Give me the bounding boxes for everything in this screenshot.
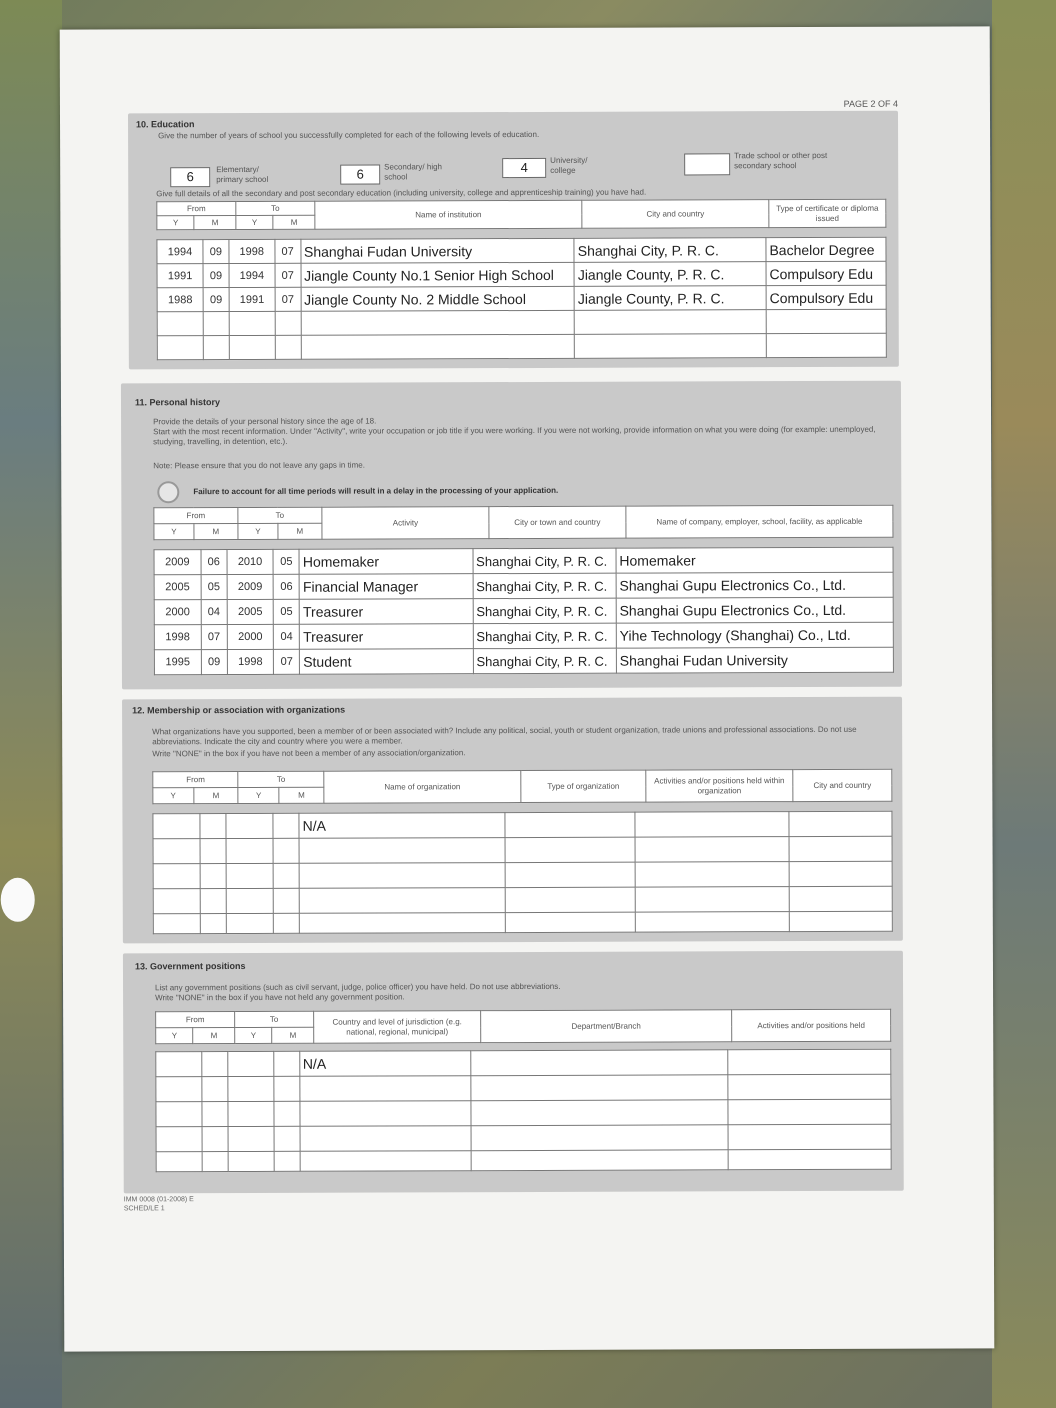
- section-intro: Write "NONE" in the box if you have not held any government position.: [155, 992, 405, 1003]
- section-intro: Provide the details of your personal history since the age of 18.: [153, 416, 377, 427]
- col-y: Y: [238, 523, 278, 539]
- level-label-trade: Trade school or other post secondary school: [734, 150, 828, 171]
- table-row: [156, 1124, 891, 1152]
- to-year: 2000: [227, 624, 274, 649]
- table-row: [157, 285, 886, 312]
- col-m: M: [194, 216, 236, 230]
- years-university: 4: [502, 158, 546, 178]
- company: Yihe Technology (Shanghai) Co., Ltd.: [616, 622, 893, 648]
- education-section: [128, 111, 899, 370]
- from-year: 2009: [154, 550, 201, 575]
- table-row: [157, 261, 886, 288]
- section-intro: Start with the most recent information. Under "Activity", write your occupation or job title if you were working. If you were not working, provide information on what you were doing (for example: unemployed, studying, travelling, in detention, etc.).: [153, 424, 876, 447]
- city: Shanghai City, P. R. C.: [473, 598, 616, 623]
- table-row: [156, 1149, 891, 1172]
- col-city: City and country: [793, 769, 892, 801]
- col-m: M: [193, 1028, 235, 1044]
- table-row: [157, 237, 886, 264]
- table-row: [157, 309, 886, 336]
- section-title: 11. Personal history: [134, 397, 221, 408]
- col-activities: Activities and/or positions held within organization: [646, 770, 793, 803]
- from-month: 05: [201, 575, 227, 600]
- col-y: Y: [238, 787, 279, 803]
- activity: Homemaker: [299, 549, 472, 575]
- col-activity: Activity: [322, 507, 489, 540]
- col-to: To: [238, 771, 324, 787]
- table-row: [154, 647, 893, 675]
- section-intro: Give the number of years of school you successfully completed for each of the following levels of education.: [158, 129, 540, 141]
- section-title: 13. Government positions: [134, 960, 246, 972]
- col-org-name: Name of organization: [324, 771, 521, 804]
- table-row: [153, 861, 892, 889]
- col-institution: Name of institution: [315, 200, 582, 229]
- country-jurisdiction: N/A: [299, 1051, 470, 1077]
- form-code: [124, 1195, 194, 1213]
- city: Shanghai City, P. R. C.: [473, 648, 616, 673]
- level-label-university: University/ college: [550, 155, 588, 175]
- from-month: 06: [201, 550, 227, 575]
- page-label: PAGE 2 OF 4: [843, 98, 898, 109]
- col-from: From: [156, 1012, 235, 1028]
- institution-city: Jiangle County, P. R. C.: [574, 286, 766, 311]
- level-label-elementary: Elementary/ primary school: [216, 164, 269, 185]
- activity: Student: [300, 649, 473, 675]
- col-to: To: [238, 507, 322, 523]
- col-from: From: [154, 508, 238, 524]
- institution-city: Jiangle County, P. R. C.: [574, 262, 766, 287]
- col-company: Name of company, employer, school, facility, as applicable: [626, 505, 893, 538]
- from-month: 04: [201, 600, 227, 625]
- to-month: 04: [274, 624, 300, 649]
- government-table: [155, 1049, 891, 1173]
- from-year: 1994: [157, 240, 203, 264]
- years-elementary: 6: [170, 167, 210, 187]
- col-m: M: [279, 787, 324, 803]
- from-month: 09: [203, 240, 229, 264]
- section-title: 12. Membership or association with organizations: [132, 704, 346, 716]
- level-label-secondary: Secondary/ high school: [384, 162, 443, 182]
- section-intro: What organizations have you supported, been a member of or been associated with? Include any political, social, youth or student organization, trade unions and professional associations. Do not use abbreviations. Indicate the city and country where you were a member.: [152, 724, 857, 747]
- from-year: 1998: [154, 625, 201, 650]
- city: Shanghai City, P. R. C.: [473, 548, 616, 573]
- col-from: From: [157, 202, 236, 216]
- company: Homemaker: [616, 547, 893, 573]
- details-intro: Give full details of all the secondary and post secondary education (including university, college and apprenticeship training) you have had.: [156, 187, 647, 199]
- to-month: 05: [274, 599, 300, 624]
- from-month: 09: [201, 650, 227, 675]
- to-year: 2010: [227, 549, 274, 574]
- table-row: [156, 1074, 891, 1102]
- government-header: [155, 1009, 891, 1045]
- col-m: M: [193, 788, 238, 804]
- col-city: City or town and country: [489, 506, 626, 538]
- table-row: [154, 597, 893, 625]
- to-month: 05: [273, 549, 299, 574]
- table-row: [153, 811, 892, 839]
- table-row: [153, 836, 892, 864]
- to-year: 2009: [227, 574, 274, 599]
- from-year: 1995: [154, 650, 201, 675]
- certificate-type: Compulsory Edu: [766, 261, 886, 285]
- history-header: [153, 505, 893, 541]
- table-row: [156, 1099, 891, 1127]
- punch-hole: [1, 878, 35, 922]
- company: Shanghai Gupu Electronics Co., Ltd.: [616, 572, 893, 598]
- years-secondary: 6: [340, 165, 380, 185]
- membership-table: [152, 811, 892, 935]
- col-y: Y: [154, 524, 194, 540]
- activity: Treasurer: [299, 599, 472, 625]
- col-department: Department/Branch: [481, 1010, 732, 1043]
- map-background-strip: [0, 0, 62, 1408]
- col-y: Y: [157, 216, 195, 230]
- col-type: Type of certificate or diploma issued: [769, 199, 886, 227]
- to-month: 06: [273, 574, 299, 599]
- section-intro: Write "NONE" in the box if you have not been a member of any association/organization.: [152, 748, 466, 759]
- warning-text: Failure to account for all time periods will result in a delay in the processing of your application.: [193, 485, 559, 497]
- col-activities: Activities and/or positions held: [732, 1009, 891, 1042]
- col-country: Country and level of jurisdiction (e.g. national, regional, municipal): [314, 1011, 481, 1044]
- certificate-type: Compulsory Edu: [766, 285, 886, 309]
- section-intro: List any government positions (such as civil servant, judge, police officer) you have held. Do not use abbreviations.: [155, 981, 561, 993]
- to-month: 07: [275, 263, 301, 287]
- education-header: [156, 199, 886, 231]
- col-org-type: Type of organization: [521, 770, 646, 802]
- to-year: 1991: [229, 287, 275, 311]
- col-y: Y: [156, 1028, 194, 1044]
- certificate-type: Bachelor Degree: [766, 237, 886, 261]
- col-m: M: [278, 523, 322, 539]
- table-row: [153, 886, 892, 914]
- section-note: Note: Please ensure that you do not leave any gaps in time.: [153, 460, 365, 471]
- history-table: [154, 547, 894, 676]
- activity: Financial Manager: [299, 574, 472, 600]
- col-city: City and country: [582, 200, 769, 229]
- to-month: 07: [275, 239, 301, 263]
- section-title: 10. Education: [136, 119, 195, 130]
- from-year: 1991: [157, 264, 203, 288]
- from-month: 07: [201, 625, 227, 650]
- from-month: 09: [203, 288, 229, 312]
- map-background-strip: [992, 0, 1056, 1408]
- col-to: To: [235, 1011, 314, 1027]
- to-year: 2005: [227, 599, 274, 624]
- education-table: [156, 237, 886, 361]
- to-year: 1994: [229, 263, 275, 287]
- institution-city: Shanghai City, P. R. C.: [574, 238, 766, 263]
- institution-name: Jiangle County No. 2 Middle School: [301, 286, 575, 311]
- col-m: M: [194, 524, 238, 540]
- col-y: Y: [153, 788, 194, 804]
- from-year: 2005: [154, 575, 201, 600]
- city: Shanghai City, P. R. C.: [473, 623, 616, 648]
- table-row: [157, 333, 886, 360]
- col-y: Y: [235, 1027, 273, 1043]
- membership-section: [122, 697, 903, 944]
- form-code-line: IMM 0008 (01-2008) E: [123, 1196, 194, 1204]
- org-name: N/A: [299, 813, 505, 839]
- col-m: M: [273, 215, 315, 229]
- form-code-line: SCHED/LE 1: [123, 1205, 165, 1213]
- activity: Treasurer: [300, 624, 473, 650]
- company: Shanghai Fudan University: [616, 647, 893, 673]
- table-row: [154, 547, 893, 575]
- institution-name: Jiangle County No.1 Senior High School: [301, 262, 575, 287]
- institution-name: Shanghai Fudan University: [300, 238, 574, 263]
- years-trade: [684, 153, 730, 175]
- col-y: Y: [236, 215, 274, 229]
- table-row: [154, 572, 893, 600]
- warning-icon: [157, 481, 179, 503]
- table-row: [156, 1049, 891, 1077]
- col-from: From: [153, 772, 239, 788]
- company: Shanghai Gupu Electronics Co., Ltd.: [616, 597, 893, 623]
- to-month: 07: [275, 287, 301, 311]
- from-year: 1988: [157, 288, 203, 312]
- to-year: 1998: [227, 649, 274, 674]
- form-page: [60, 26, 995, 1351]
- table-row: [154, 622, 893, 650]
- membership-header: [152, 769, 892, 805]
- from-year: 2000: [154, 600, 201, 625]
- to-year: 1998: [229, 239, 275, 263]
- from-month: 09: [203, 264, 229, 288]
- city: Shanghai City, P. R. C.: [473, 573, 616, 598]
- personal-history-section: [121, 381, 902, 690]
- table-row: [153, 911, 892, 934]
- government-section: [123, 951, 904, 1194]
- to-month: 07: [274, 649, 300, 674]
- col-to: To: [236, 201, 315, 215]
- col-m: M: [272, 1027, 314, 1043]
